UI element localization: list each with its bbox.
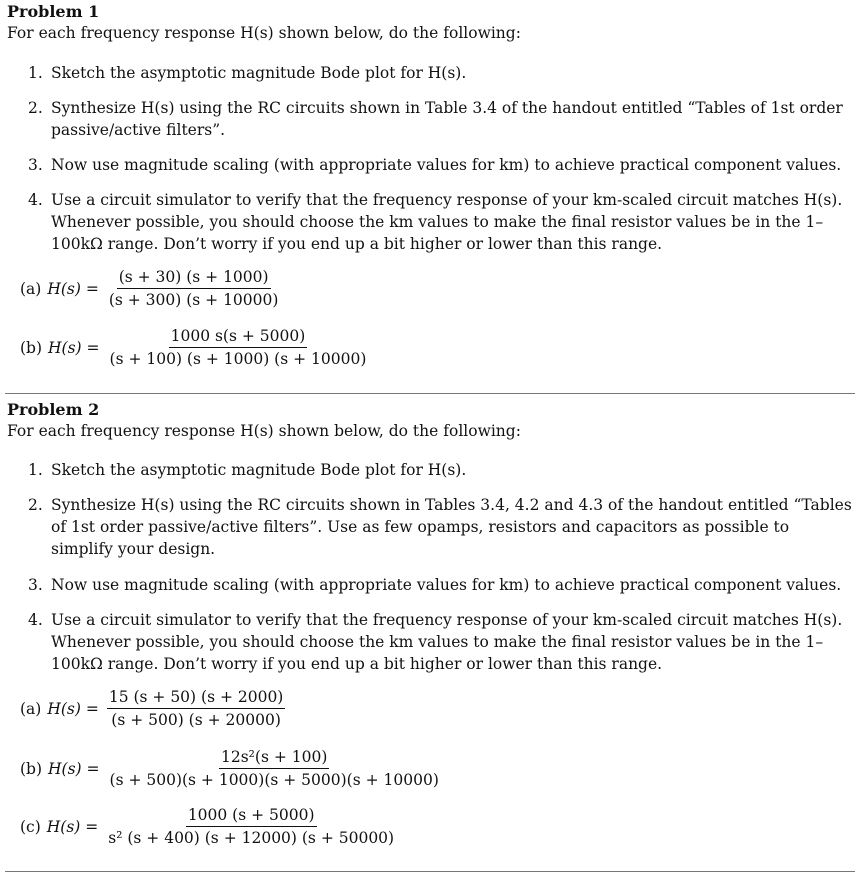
problem2-title: Problem 2 [7, 400, 100, 419]
numerator: 12s²(s + 100) [219, 748, 329, 769]
item-number: 2. [28, 99, 43, 117]
numerator: 15 (s + 50) (s + 2000) [107, 688, 286, 709]
fraction [107, 688, 286, 729]
item-number: 4. [28, 611, 43, 629]
item-text: Use a circuit simulator to verify that the frequency response of your km-scaled circuit matches H(s). Whenever possible, you should choose the km values to make the final resistor values be in the 1–100kΩ range. Don’t worry if you end up a bit higher or lower than this range. [51, 191, 843, 253]
denominator: (s + 500) (s + 20000) [111, 711, 281, 729]
item-text: Use a circuit simulator to verify that the frequency response of your km-scaled circuit matches H(s). Whenever possible, you should choose the km values to make the final resistor values be in the 1–100kΩ range. Don’t worry if you end up a bit higher or lower than this range. [51, 611, 843, 673]
fraction [106, 806, 396, 847]
equation-lhs: H(s) = [48, 338, 100, 357]
item-number: 3. [28, 576, 43, 594]
problem2-intro: For each frequency response H(s) shown below, do the following: [7, 422, 521, 440]
equation-label: (b) [20, 338, 43, 357]
problem1-equation-a [20, 268, 280, 309]
problem1-equation-b [20, 327, 368, 368]
item-number: 1. [28, 64, 43, 82]
fraction [108, 748, 441, 789]
equation-lhs: H(s) = [47, 279, 99, 298]
item-text: Sketch the asymptotic magnitude Bode plot for H(s). [51, 461, 467, 479]
equation-label: (b) [20, 759, 43, 778]
problem1-title: Problem 1 [7, 2, 100, 21]
denominator: (s + 500)(s + 1000)(s + 5000)(s + 10000) [109, 771, 439, 789]
numerator: 1000 (s + 5000) [186, 806, 317, 827]
equation-label: (a) [20, 699, 42, 718]
item-text: Synthesize H(s) using the RC circuits shown in Table 3.4 of the handout entitled “Tables of 1st order passive/active filters”. [51, 99, 843, 139]
section-divider [5, 393, 855, 394]
numerator: 1000 s(s + 5000) [169, 327, 308, 348]
denominator: s² (s + 400) (s + 12000) (s + 50000) [108, 829, 395, 847]
denominator: (s + 100) (s + 1000) (s + 10000) [109, 350, 367, 368]
fraction [108, 327, 369, 368]
fraction [107, 268, 281, 309]
equation-lhs: H(s) = [48, 759, 100, 778]
item-text: Now use magnitude scaling (with appropriate values for km) to achieve practical component values. [51, 156, 842, 174]
item-number: 4. [28, 191, 43, 209]
item-number: 1. [28, 461, 43, 479]
item-number: 2. [28, 496, 43, 514]
problem1-intro: For each frequency response H(s) shown below, do the following: [7, 24, 521, 42]
problem2-equation-c [20, 806, 396, 847]
item-text: Sketch the asymptotic magnitude Bode plot for H(s). [51, 64, 467, 82]
equation-label: (c) [20, 817, 41, 836]
denominator: (s + 300) (s + 10000) [108, 291, 279, 309]
section-divider [5, 871, 855, 872]
problem2-equation-b [20, 748, 441, 789]
item-number: 3. [28, 156, 43, 174]
problem2-equation-a [20, 688, 285, 729]
item-text: Synthesize H(s) using the RC circuits shown in Tables 3.4, 4.2 and 4.3 of the handout entitled “Tables of 1st order passive/active filters”. Use as few opamps, resistors and capacitors as possible to simplify your design. [51, 496, 852, 558]
numerator: (s + 30) (s + 1000) [117, 268, 271, 289]
item-text: Now use magnitude scaling (with appropriate values for km) to achieve practical component values. [51, 576, 842, 594]
equation-lhs: H(s) = [47, 699, 99, 718]
equation-lhs: H(s) = [46, 817, 99, 836]
equation-label: (a) [20, 279, 42, 298]
